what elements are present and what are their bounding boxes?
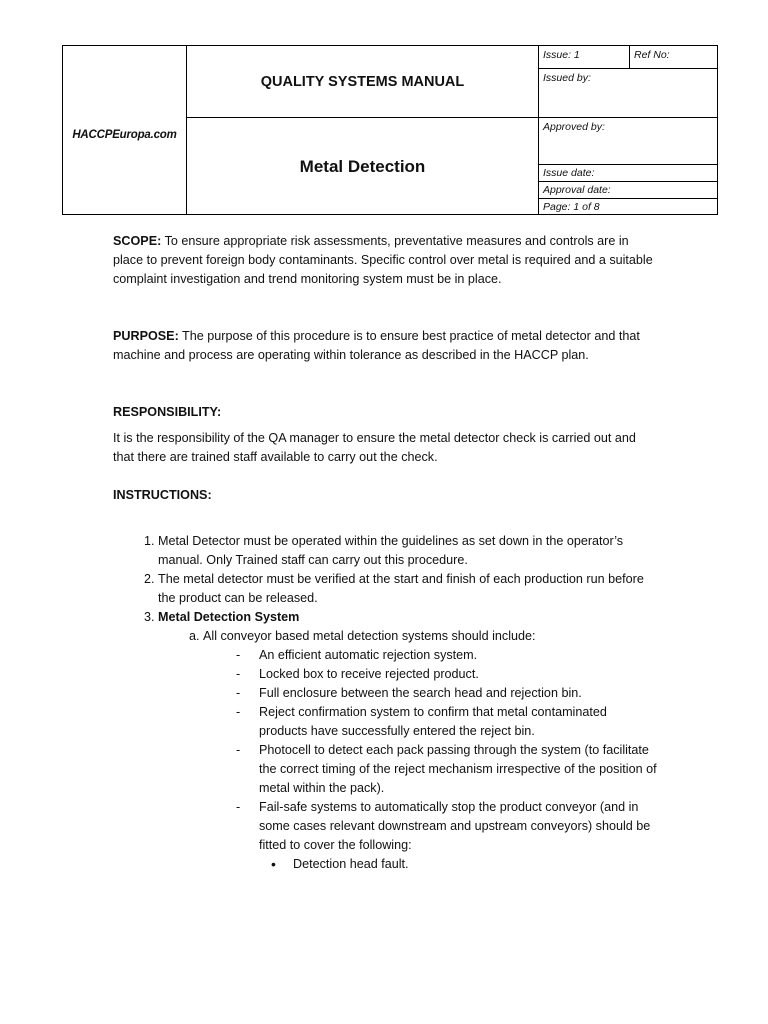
ref-no-field: Ref No:: [634, 49, 670, 61]
list-item: 2. The metal detector must be verified at the start and finish of each production run before the product can be released.: [158, 570, 658, 608]
manual-title: QUALITY SYSTEMS MANUAL: [260, 74, 465, 90]
list-item: [236, 798, 658, 874]
sub-item-text: All conveyor based metal detection systems should include:: [203, 629, 536, 643]
issue-field: Issue: 1: [543, 49, 580, 61]
list-item: [203, 627, 658, 874]
purpose-paragraph: [113, 327, 658, 365]
document-title: Metal Detection: [299, 156, 426, 176]
company-logo-text: HACCPEuropa.com: [72, 129, 177, 141]
issue-date-field: Issue date:: [543, 167, 595, 179]
header-divider: [538, 164, 718, 165]
issued-by-field: Issued by:: [543, 72, 591, 84]
scope-label: SCOPE:: [113, 234, 162, 248]
instructions-list: [113, 532, 658, 874]
document-header-table: [62, 45, 718, 215]
list-item: • Detection head fault.: [271, 855, 658, 874]
scope-text: To ensure appropriate risk assessments, preventative measures and controls are in place to prevent foreign body contaminants. Specific control over metal is required and a suitable complaint investigation and trend monitoring system must be in place.: [113, 234, 653, 286]
list-item: - Full enclosure between the search head and rejection bin.: [236, 684, 658, 703]
list-item: [158, 608, 658, 874]
header-divider: [538, 181, 718, 182]
purpose-label: PURPOSE:: [113, 329, 179, 343]
bullet-list: [259, 855, 658, 874]
purpose-text: The purpose of this procedure is to ensure best practice of metal detector and that machine and process are operating within tolerance as described in the HACCP plan.: [113, 329, 640, 362]
section-title: Metal Detection System: [158, 610, 300, 624]
list-item: - Reject confirmation system to confirm that metal contaminated products have successfully entered the reject bin.: [236, 703, 658, 741]
list-item: - Locked box to receive rejected product.: [236, 665, 658, 684]
list-item: 1. Metal Detector must be operated within the guidelines as set down in the operator’s manual. Only Trained staff can carry out this procedure.: [158, 532, 658, 570]
page-number-field: Page: 1 of 8: [543, 201, 600, 213]
instructions-heading: INSTRUCTIONS:: [113, 488, 212, 502]
dash-list: [203, 646, 658, 874]
list-item: - Photocell to detect each pack passing through the system (to facilitate the correct timing of the reject mechanism irrespective of the position of metal within the pack).: [236, 741, 658, 798]
approved-by-field: Approved by:: [543, 121, 605, 133]
header-divider: [538, 198, 718, 199]
responsibility-text: It is the responsibility of the QA manager to ensure the metal detector check is carried out and that there are trained staff available to carry out the check.: [113, 431, 636, 464]
approval-date-field: Approval date:: [543, 184, 611, 196]
list-item: - An efficient automatic rejection system.: [236, 646, 658, 665]
dash-item-text: Fail-safe systems to automatically stop the product conveyor (and in some cases relevant downstream and upstream conveyors) should be fitted to cover the following:: [259, 800, 651, 852]
header-divider: [538, 68, 718, 69]
document-body: [113, 232, 658, 874]
responsibility-heading: RESPONSIBILITY:: [113, 405, 222, 419]
scope-paragraph: [113, 232, 658, 289]
sub-list: [158, 627, 658, 874]
